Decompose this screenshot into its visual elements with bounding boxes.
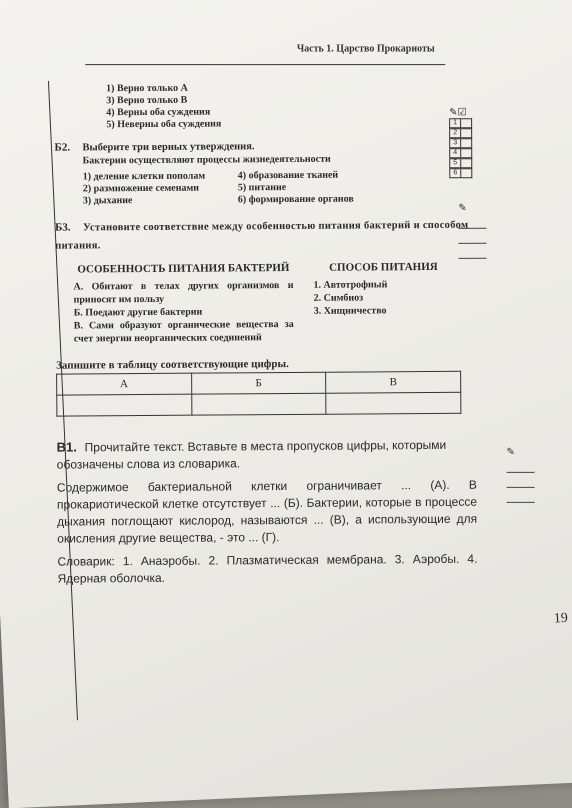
question-number: Б3.: [55, 221, 71, 234]
table-header-a: А: [57, 373, 192, 395]
option: 5) Неверны оба суждения: [106, 118, 222, 131]
answer-cell-a[interactable]: [57, 394, 192, 416]
method-item: 2. Симбиоз: [313, 292, 364, 304]
feature-item: А. Обитают в телах других организмов и приносят им пользу: [73, 279, 294, 306]
answer-box-label: 3: [449, 138, 461, 148]
answer-box[interactable]: [461, 168, 472, 178]
answer-table: [56, 371, 461, 417]
answer-line[interactable]: [459, 243, 487, 244]
methods-column: [293, 261, 454, 344]
fill-in-text: Содержимое бактериальной клетки ограничивает ... (А). В прокариотической клетке отсутствует ... (Б). Бактерии, которые в процессе дыхания поглощают кислород, называются ... (В), а использующие для окисления другие вещества, - это ... (Г).: [56, 477, 478, 546]
running-title: Часть 1. Царство Прокариоты: [296, 43, 435, 55]
answer-box[interactable]: [461, 138, 472, 148]
question-instruction: Установите соответствие между особенностью питания бактерий и способом питания.: [55, 219, 469, 252]
feature-item: Б. Поедают другие бактерии: [73, 306, 203, 319]
answer-line[interactable]: [507, 502, 535, 503]
answer-cell-v[interactable]: [326, 392, 461, 414]
table-header-b: Б: [191, 372, 326, 394]
feature-item: В. Сами образуют органические вещества за счет энергии неорганических соединений: [73, 318, 294, 345]
option: 3) дыхание: [82, 195, 133, 207]
question-number: В1.: [56, 439, 77, 455]
question-instruction: Выберите три верных утверждения.: [82, 141, 255, 154]
question-b3: [55, 215, 476, 417]
page-number: 19: [553, 610, 569, 627]
answer-line[interactable]: [507, 472, 535, 473]
answer-box-label: 4: [449, 148, 461, 158]
answer-box[interactable]: [461, 118, 472, 128]
option: 6) формирование органов: [237, 193, 354, 206]
answer-box-label: 6: [449, 168, 461, 178]
header-rule: [85, 64, 445, 65]
option: 3) Верно только В: [106, 94, 188, 107]
dictionary: Словарик: 1. Анаэробы. 2. Плазматическая мембрана. 3. Аэробы. 4. Ядерная оболочка.: [57, 551, 478, 586]
answer-box[interactable]: [461, 128, 472, 138]
answer-line[interactable]: [458, 228, 486, 229]
question-instruction: Прочитайте текст. Вставьте в места пропусков цифры, которыми обозначены слова из словарика.: [56, 437, 447, 472]
answer-lines-v1: [507, 447, 535, 517]
answer-options: [55, 169, 475, 208]
answer-box[interactable]: [461, 158, 472, 168]
answer-line[interactable]: [507, 487, 535, 488]
previous-question-options: [54, 81, 474, 132]
answer-lines-b3: [458, 203, 486, 273]
question-number: Б2.: [54, 141, 71, 154]
features-column: [73, 262, 294, 346]
matching-columns: [55, 261, 476, 346]
answer-box-label: 1: [449, 118, 461, 128]
answer-box-label: 5: [449, 158, 461, 168]
option: 1) Верно только А: [106, 82, 188, 95]
table-instruction: Запишите в таблицу соответствующие цифры.: [56, 357, 289, 372]
answer-cell-b[interactable]: [191, 393, 326, 415]
pencil-mark-icon: ✎: [458, 202, 467, 214]
table-header-v: В: [326, 371, 461, 393]
pencil-mark-icon: ✎: [506, 446, 515, 458]
option: 2) размножение семенами: [82, 182, 200, 195]
option: 5) питание: [237, 182, 287, 194]
page-content: [54, 81, 478, 588]
answer-box-label: 2: [449, 128, 461, 138]
column-header: СПОСОБ ПИТАНИЯ: [329, 260, 438, 274]
method-item: 1. Автотрофный: [313, 279, 388, 291]
column-header: ОСОБЕННОСТЬ ПИТАНИЯ БАКТЕРИЙ: [77, 261, 290, 276]
question-stem: Бактерии осуществляют процессы жизнедеятельности: [82, 153, 331, 167]
method-item: 3. Хищничество: [313, 305, 387, 317]
question-b2: [54, 135, 474, 208]
answer-boxes-b2: [449, 107, 472, 178]
question-v1: [57, 436, 478, 588]
pencil-mark-icon: ✎☑: [449, 107, 467, 119]
answer-line[interactable]: [459, 258, 487, 259]
option: 1) деление клетки пополам: [82, 170, 206, 183]
answer-box[interactable]: [461, 148, 472, 158]
option: 4) образование тканей: [237, 169, 339, 182]
option: 4) Верны оба суждения: [106, 106, 211, 119]
